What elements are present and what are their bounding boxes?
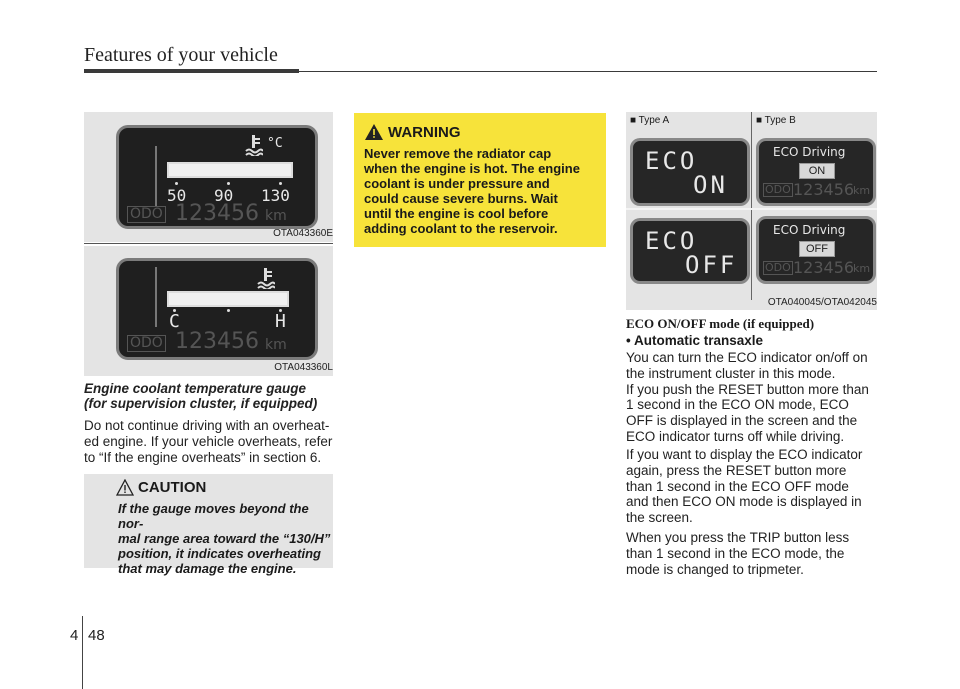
warning-line: when the engine is hot. The engine: [364, 161, 580, 176]
body-line: and then ECO ON mode is displayed in: [626, 494, 862, 510]
warning-box: [354, 113, 606, 247]
eco-driving-title: ECO Driving: [773, 223, 846, 237]
eco-paragraph-2: [626, 447, 882, 526]
type-b-label: ■ Type B: [756, 115, 796, 126]
gauge-frame-line: [155, 267, 157, 327]
odo-value: 123456: [793, 258, 855, 277]
caution-line: mal range area toward the “130/H”: [118, 531, 331, 546]
odo-unit: km: [853, 262, 871, 275]
figure-code-left-bottom: OTA043360L: [274, 362, 333, 373]
body-line: mode is changed to tripmeter.: [626, 561, 804, 577]
figure-code-right: OTA040045/OTA042045: [767, 297, 877, 308]
gauge-frame-line: [155, 146, 157, 206]
body-line: Do not continue driving with an overheat-: [84, 418, 330, 433]
section-heading: [84, 381, 317, 411]
warning-line: adding coolant to the reservoir.: [364, 221, 558, 236]
eco-off-display-a: [630, 218, 750, 284]
body-line: the screen.: [626, 510, 693, 526]
eco-driving-title: ECO Driving: [773, 145, 846, 159]
body-line: ed engine. If your vehicle overheats, refer: [84, 434, 333, 449]
eco-off-display-b: [756, 216, 876, 284]
odo-value: 123456: [793, 180, 855, 199]
section-number: 4: [70, 627, 79, 644]
gauge-tick-hot: H: [275, 311, 286, 332]
caution-box: [84, 474, 333, 576]
gauge-tick-dot: [227, 309, 230, 312]
body-paragraph: [84, 418, 336, 466]
gauge-tick-dot: [279, 182, 282, 185]
caution-line: position, it indicates overheating: [118, 546, 321, 561]
on-badge: ON: [799, 163, 835, 179]
gauge-tick-50: 50: [167, 186, 187, 205]
type-a-label: ■ Type A: [630, 115, 670, 126]
warning-line: until the engine is cool before: [364, 206, 549, 221]
odo-unit: km: [265, 337, 287, 353]
page-number: 48: [88, 627, 105, 644]
body-line: OFF is displayed in the screen and the: [626, 413, 858, 429]
bullet-item: • Automatic transaxle: [626, 333, 764, 348]
eco-on-display-a: [630, 138, 750, 206]
coolant-temp-icon: [257, 267, 275, 289]
odo-label: ODO: [127, 206, 166, 223]
odo-value: 123456: [175, 201, 259, 226]
figure-divider: [84, 243, 333, 244]
figure-column-divider: [751, 112, 752, 300]
caution-line: If the gauge moves beyond the nor-: [118, 501, 309, 531]
caution-title: CAUTION: [138, 479, 207, 496]
warning-text: [364, 146, 600, 236]
eco-text: ECO: [645, 227, 698, 255]
body-line: again, press the RESET button more: [626, 462, 847, 478]
celsius-unit-label: °C: [267, 136, 283, 151]
odo-value: 123456: [175, 329, 259, 354]
coolant-temp-icon: [245, 134, 263, 156]
caution-triangle-icon: [116, 479, 134, 501]
heading-line: (for supervision cluster, if equipped): [84, 396, 318, 411]
gauge-tick-dot: [227, 182, 230, 185]
gauge-tick-130: 130: [261, 186, 290, 205]
body-line: than 1 second in the ECO mode, the: [626, 545, 845, 561]
off-badge: OFF: [799, 241, 835, 257]
body-line: ECO indicator turns off while driving.: [626, 428, 845, 444]
figure-row-divider: [626, 208, 877, 210]
body-line: If you push the RESET button more than: [626, 381, 869, 397]
body-line: You can turn the ECO indicator on/off on: [626, 350, 868, 365]
figure-eco-mode: [626, 112, 877, 310]
footer-divider: [82, 616, 83, 689]
body-line: 1 second in the ECO ON mode, ECO: [626, 397, 849, 413]
odo-unit: km: [265, 208, 287, 224]
gauge-tick-90: 90: [214, 186, 234, 205]
gauge-bar: [167, 162, 293, 178]
body-line: to “If the engine overheats” in section 6.: [84, 450, 322, 465]
on-text: ON: [693, 171, 728, 199]
header-rule: [84, 71, 877, 72]
caution-text: [118, 501, 333, 576]
warning-line: could cause severe burns. Wait: [364, 191, 558, 206]
figure-gauge-celsius: [84, 112, 333, 242]
warning-title: WARNING: [388, 124, 461, 141]
heading-line: Engine coolant temperature gauge: [84, 381, 307, 396]
warning-line: Never remove the radiator cap: [364, 146, 552, 161]
figure-gauge-ch: [84, 246, 333, 376]
body-line: than 1 second in the ECO OFF mode: [626, 478, 849, 494]
odo-label: ODO: [765, 183, 791, 196]
eco-text: ECO: [645, 147, 698, 175]
warning-triangle-icon: [364, 123, 384, 146]
warning-line: coolant is under pressure and: [364, 176, 550, 191]
eco-paragraph-1: [626, 350, 882, 445]
cluster-display: [116, 125, 318, 229]
eco-heading: ECO ON/OFF mode (if equipped): [626, 316, 815, 331]
gauge-bar: [167, 291, 289, 307]
cluster-display: [116, 258, 318, 360]
body-line: If you want to display the ECO indicator: [626, 447, 863, 462]
odo-label: ODO: [765, 261, 791, 274]
eco-paragraph-3: [626, 530, 882, 577]
odo-unit: km: [853, 184, 871, 197]
page-header-title: Features of your vehicle: [84, 44, 278, 66]
gauge-tick-cold: C: [169, 311, 180, 332]
figure-code-left-top: OTA043360E: [273, 228, 333, 239]
eco-on-display-b: [756, 138, 876, 206]
odo-label: ODO: [127, 335, 166, 352]
body-line: the instrument cluster in this mode.: [626, 365, 836, 381]
gauge-tick-dot: [175, 182, 178, 185]
caution-line: that may damage the engine.: [118, 561, 297, 576]
off-text: OFF: [685, 251, 738, 279]
body-line: When you press the TRIP button less: [626, 530, 850, 545]
